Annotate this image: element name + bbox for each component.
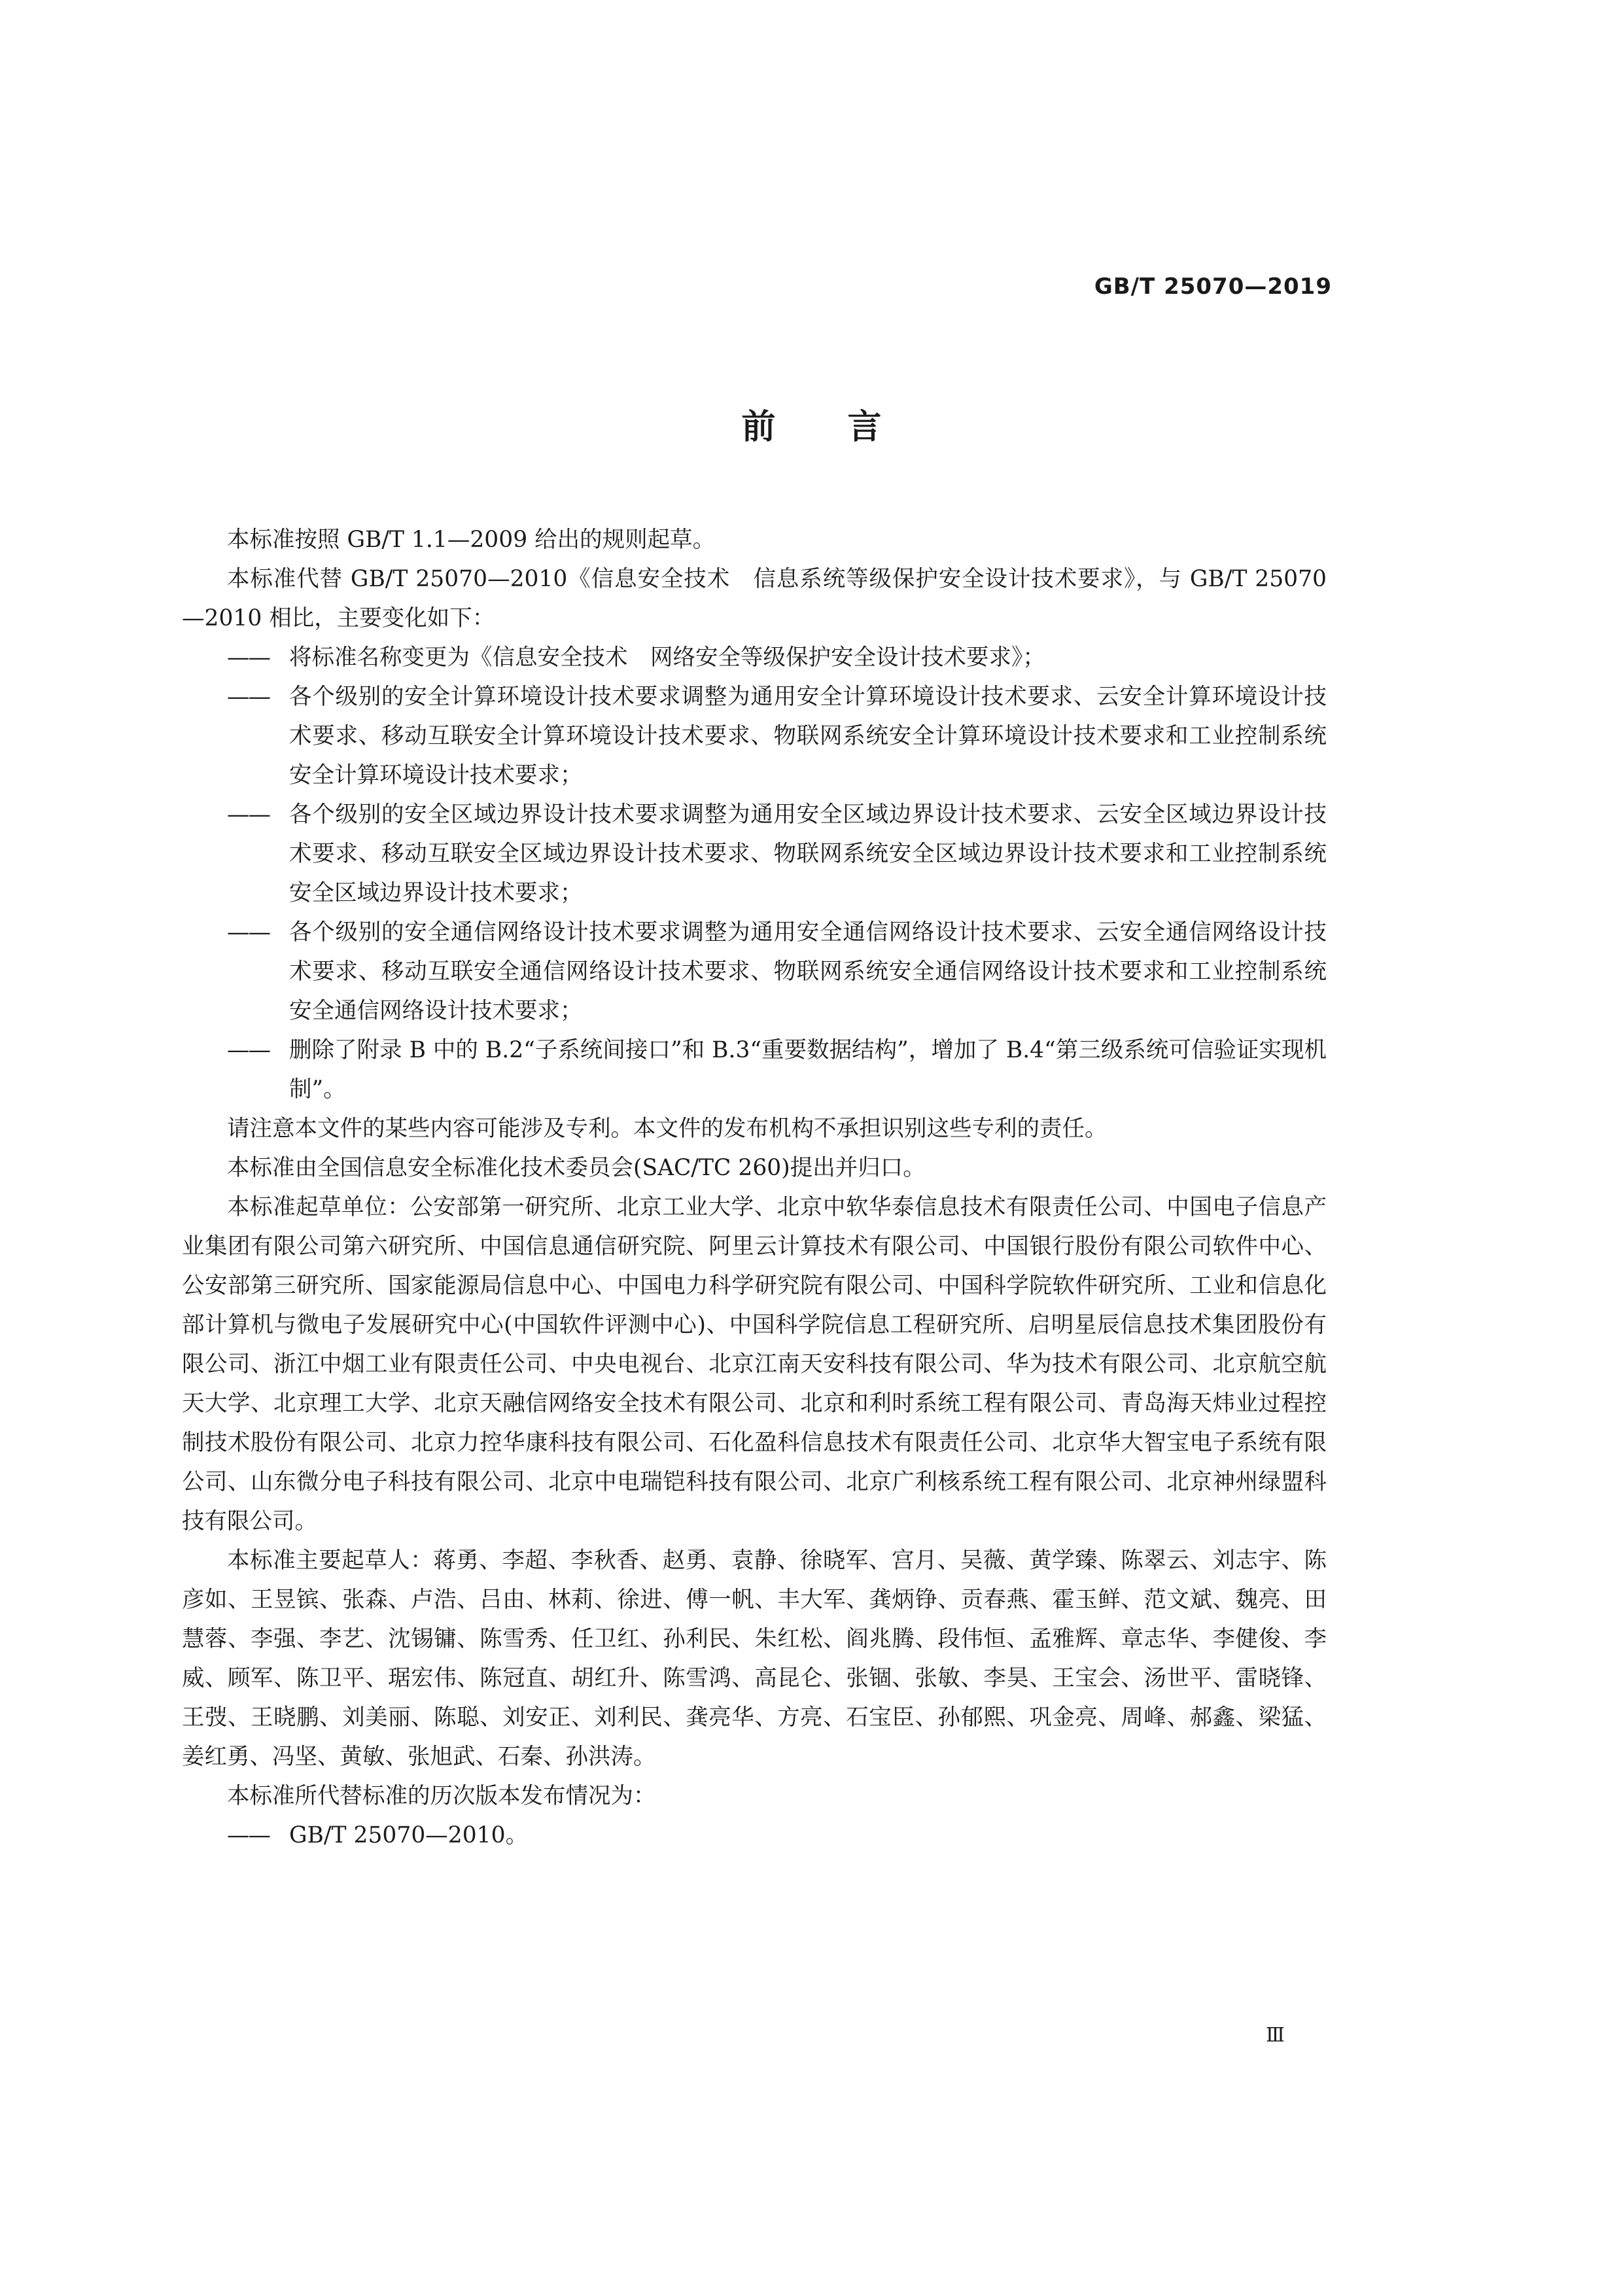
paragraph-proposer: 本标准由全国信息安全标准化技术委员会(SAC/TC 260)提出并归口。 bbox=[227, 1155, 926, 1181]
change-item-text: 各个级别的安全计算环境设计技术要求调整为通用安全计算环境设计技术要求、云安全计算环境设计技术要求、移动互联安全计算环境设计技术要求、物联网系统安全计算环境设计技术要求和工业控制系统安全计算环境设计技术要求； bbox=[289, 684, 1327, 788]
dash-marker: —— bbox=[227, 1037, 270, 1063]
change-item-text: 各个级别的安全区域边界设计技术要求调整为通用安全区域边界设计技术要求、云安全区域边界设计技术要求、移动互联安全区域边界设计技术要求、物联网系统安全区域边界设计技术要求和工业控制系统安全区域边界设计技术要求； bbox=[289, 802, 1327, 906]
paragraph-drafting-units: 本标准起草单位：公安部第一研究所、北京工业大学、北京中软华泰信息技术有限责任公司、中国电子信息产业集团有限公司第六研究所、中国信息通信研究院、阿里云计算技术有限公司、中国银行股份有限公司软件中心、公安部第三研究所、国家能源局信息中心、中国电力科学研究院有限公司、中国科学院软件研究所、工业和信息化部计算机与微电子发展研究中心(中国软件评测中心)、中国科学院信息工程研究所、启明星辰信息技术集团股份有限公司、浙江中烟工业有限责任公司、中央电视台、北京江南天安科技有限公司、华为技术有限公司、北京航空航天大学、北京理工大学、北京天融信网络安全技术有限公司、北京和利时系统工程有限公司、青岛海天炜业过程控制技术股份有限公司、北京力控华康科技有限公司、石化盈科信息技术有限责任公司、北京华大智宝电子系统有限公司、山东微分电子科技有限公司、北京中电瑞铠科技有限公司、北京广利核系统工程有限公司、北京神州绿盟科技有限公司。 bbox=[182, 1194, 1327, 1534]
change-item-text: 将标准名称变更为《信息安全技术 网络安全等级保护安全设计技术要求》； bbox=[289, 645, 1045, 671]
change-item-text: 删除了附录 B 中的 B.2“子系统间接口”和 B.3“重要数据结构”，增加了 B.4“第三级系统可信验证实现机制”。 bbox=[289, 1037, 1327, 1103]
change-item-computing-environment bbox=[182, 677, 1327, 795]
dash-marker: —— bbox=[227, 802, 270, 828]
page-number: Ⅲ bbox=[1266, 2024, 1285, 2047]
paragraph-drafters: 本标准主要起草人：蒋勇、李超、李秋香、赵勇、袁静、徐晓军、宫月、吴薇、黄学臻、陈翠云、刘志宇、陈彦如、王昱镔、张森、卢浩、吕由、林莉、徐进、傅一帆、丰大军、龚炳铮、贡春燕、霍玉鲜、范文斌、魏亮、田慧蓉、李强、李艺、沈锡镛、陈雪秀、任卫红、孙利民、朱红松、阎兆腾、段伟恒、孟雅辉、章志华、李健俊、李威、顾军、陈卫平、琚宏伟、陈冠直、胡红升、陈雪鸿、高昆仑、张锢、张敏、李昊、王宝会、汤世平、雷晓锋、王弢、王晓鹏、刘美丽、陈聪、刘安正、刘利民、龚亮华、方亮、石宝臣、孙郁熙、巩金亮、周峰、郝鑫、梁猛、姜红勇、冯坚、黄敏、张旭武、石秦、孙洪涛。 bbox=[182, 1547, 1327, 1770]
dash-marker: —— bbox=[227, 1822, 270, 1848]
change-item-appendix-b bbox=[182, 1031, 1327, 1109]
dash-marker: —— bbox=[227, 645, 270, 671]
change-item-communication-network bbox=[182, 913, 1327, 1031]
change-item-rename bbox=[182, 638, 1327, 677]
change-item-area-boundary bbox=[182, 795, 1327, 913]
standard-code-header: GB/T 25070—2019 bbox=[1094, 274, 1332, 300]
dash-marker: —— bbox=[227, 684, 270, 710]
paragraph-patent-notice: 请注意本文件的某些内容可能涉及专利。本文件的发布机构不承担识别这些专利的责任。 bbox=[227, 1116, 1108, 1142]
paragraph-previous-editions: 本标准所代替标准的历次版本发布情况为： bbox=[227, 1783, 656, 1809]
previous-edition-item bbox=[182, 1816, 1327, 1855]
previous-edition-text: GB/T 25070—2010。 bbox=[289, 1822, 529, 1848]
change-item-text: 各个级别的安全通信网络设计技术要求调整为通用安全通信网络设计技术要求、云安全通信网络设计技术要求、移动互联安全通信网络设计技术要求、物联网系统安全通信网络设计技术要求和工业控制系统安全通信网络设计技术要求； bbox=[289, 919, 1327, 1024]
paragraph-drafting-rules: 本标准按照 GB/T 1.1—2009 给出的规则起草。 bbox=[227, 527, 716, 553]
document-body bbox=[182, 520, 1327, 1855]
paragraph-replacement: 本标准代替 GB/T 25070—2010《信息安全技术 信息系统等级保护安全设计技术要求》，与 GB/T 25070—2010 相比，主要变化如下： bbox=[182, 566, 1327, 631]
dash-marker: —— bbox=[227, 919, 270, 945]
page-title: 前言 bbox=[741, 408, 954, 447]
